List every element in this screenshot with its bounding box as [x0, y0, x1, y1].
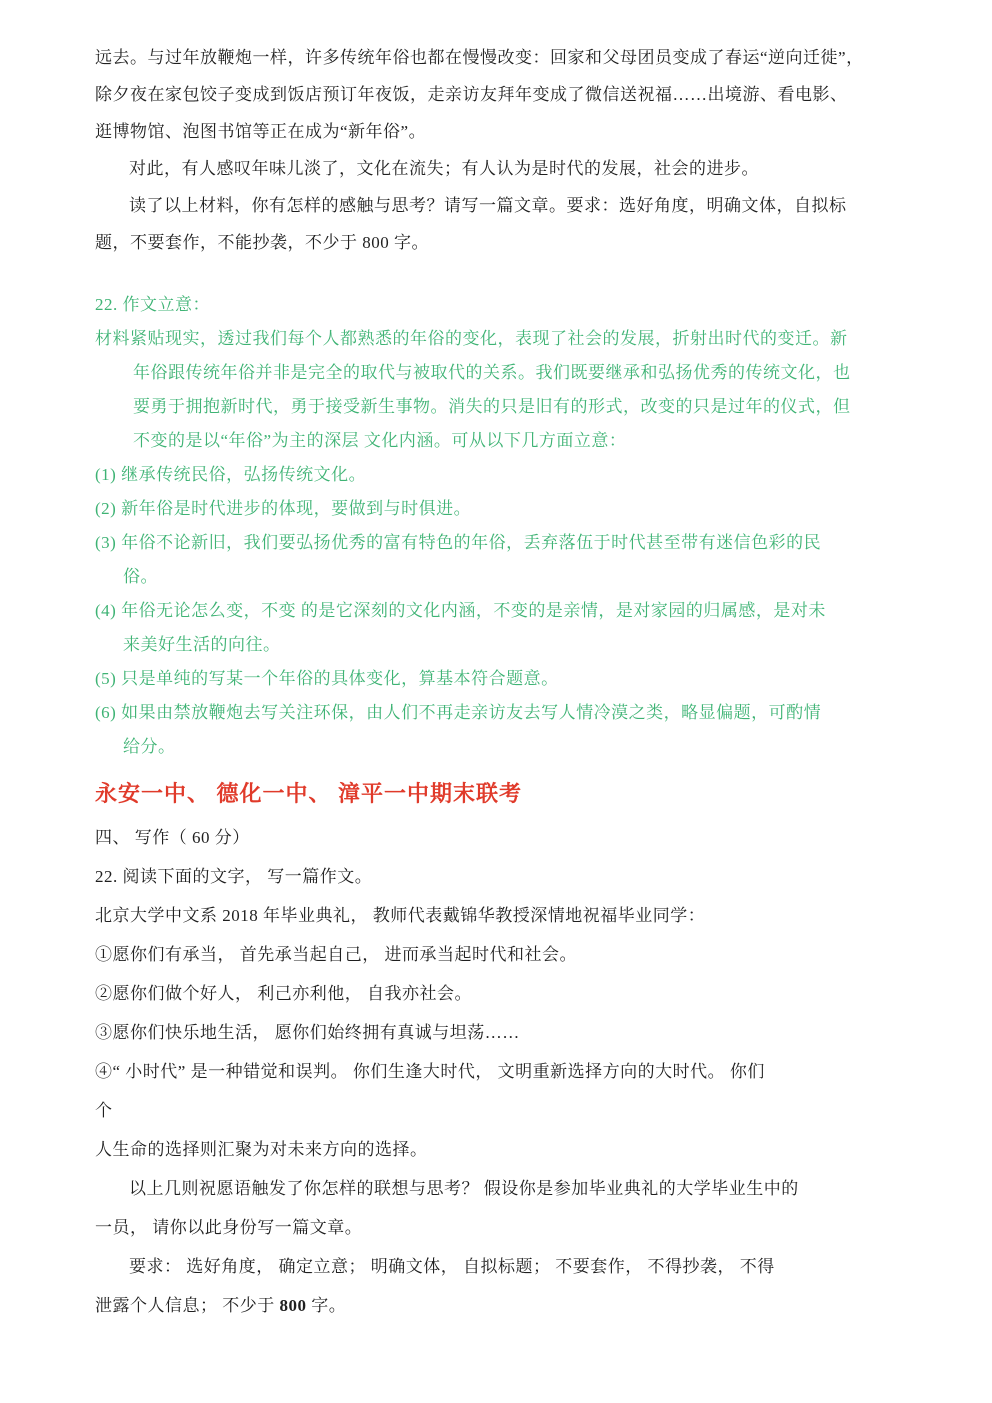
analysis-intro-line: 材料紧贴现实，透过我们每个人都熟悉的年俗的变化，表现了社会的发展，折射出时代的变迁。新 — [95, 329, 848, 348]
exam-line: 北京大学中文系 2018 年毕业典礼， 教师代表戴锦华教授深情地祝福毕业同学： — [95, 906, 706, 925]
analysis-point: (4) 年俗无论怎么变，不变 的是它深刻的文化内涵，不变的是亲情，是对家园的归属感，是对未 — [95, 601, 826, 620]
word-count-number: 800 — [279, 1296, 307, 1315]
material-line: 除夕夜在家包饺子变成到饭店预订年夜饭，走亲访友拜年变成了微信送祝福……出境游、看电影、 — [95, 85, 848, 104]
material-line: 对此，有人感叹年味儿淡了，文化在流失；有人认为是时代的发展，社会的进步。 — [129, 159, 759, 178]
exam-line: 22. 阅读下面的文字， 写一篇作文。 — [95, 867, 373, 886]
material-section — [95, 39, 962, 261]
analysis-point: (2) 新年俗是时代进步的体现，要做到与时俱进。 — [95, 499, 472, 518]
analysis-intro-line: 不变的是以“年俗”为主的深层 文化内涵。可从以下几方面立意： — [133, 431, 627, 450]
analysis-section — [95, 288, 962, 764]
analysis-point-continuation: 俗。 — [123, 567, 158, 586]
exam-wish-line: ①愿你们有承当， 首先承当起自己， 进而承当起时代和社会。 — [95, 945, 577, 964]
analysis-point: (1) 继承传统民俗，弘扬传统文化。 — [95, 465, 367, 484]
analysis-point-continuation: 给分。 — [123, 737, 176, 756]
requirement-suffix: 字。 — [306, 1296, 347, 1315]
exam-prompt-line: 一员， 请你以此身份写一篇文章。 — [95, 1218, 363, 1237]
writing-section-title: 四、 写作（ 60 分） — [95, 828, 250, 847]
exam-wish-line: ②愿你们做个好人， 利己亦利他， 自我亦社会。 — [95, 984, 472, 1003]
exam-wish-line: 人生命的选择则汇聚为对未来方向的选择。 — [95, 1140, 428, 1159]
analysis-point: (3) 年俗不论新旧，我们要弘扬优秀的富有特色的年俗，丢弃落伍于时代甚至带有迷信色彩的民 — [95, 533, 822, 552]
material-line: 题，不要套作，不能抄袭，不少于 800 字。 — [95, 233, 429, 252]
exam-wish-line: ④“ 小时代” 是一种错觉和误判。 你们生逢大时代， 文明重新选择方向的大时代。 你们 — [95, 1062, 765, 1081]
exam-wish-line: 个 — [95, 1101, 113, 1120]
exam-title: 永安一中、 德化一中、 漳平一中期末联考 — [95, 781, 523, 806]
exam-requirement-line: 要求： 选好角度， 确定立意； 明确文体， 自拟标题； 不要套作， 不得抄袭， 不得 — [129, 1257, 775, 1276]
analysis-point-continuation: 来美好生活的向往。 — [123, 635, 281, 654]
exam-requirement-line — [95, 1286, 962, 1325]
analysis-heading: 22. 作文立意： — [95, 295, 210, 314]
material-line: 逛博物馆、泡图书馆等正在成为“新年俗”。 — [95, 122, 427, 141]
analysis-point: (6) 如果由禁放鞭炮去写关注环保，由人们不再走亲访友去写人情冷漠之类，略显偏题，可酌情 — [95, 703, 822, 722]
analysis-intro-line: 要勇于拥抱新时代，勇于接受新生事物。消失的只是旧有的形式，改变的只是过年的仪式，但 — [133, 397, 851, 416]
exam-section — [95, 777, 962, 1325]
exam-wish-line: ③愿你们快乐地生活， 愿你们始终拥有真诚与坦荡…… — [95, 1023, 520, 1042]
analysis-intro-line: 年俗跟传统年俗并非是完全的取代与被取代的关系。我们既要继承和弘扬优秀的传统文化，也 — [133, 363, 851, 382]
material-line: 远去。与过年放鞭炮一样，许多传统年俗也都在慢慢改变：回家和父母团员变成了春运“逆向迁徙”， — [95, 48, 864, 67]
analysis-point: (5) 只是单纯的写某一个年俗的具体变化，算基本符合题意。 — [95, 669, 559, 688]
requirement-prefix: 泄露个人信息； 不少于 — [95, 1296, 280, 1315]
exam-prompt-line: 以上几则祝愿语触发了你怎样的联想与思考？ 假设你是参加毕业典礼的大学毕业生中的 — [129, 1179, 799, 1198]
material-line: 读了以上材料，你有怎样的感触与思考？请写一篇文章。要求：选好角度，明确文体，自拟标 — [129, 196, 847, 215]
